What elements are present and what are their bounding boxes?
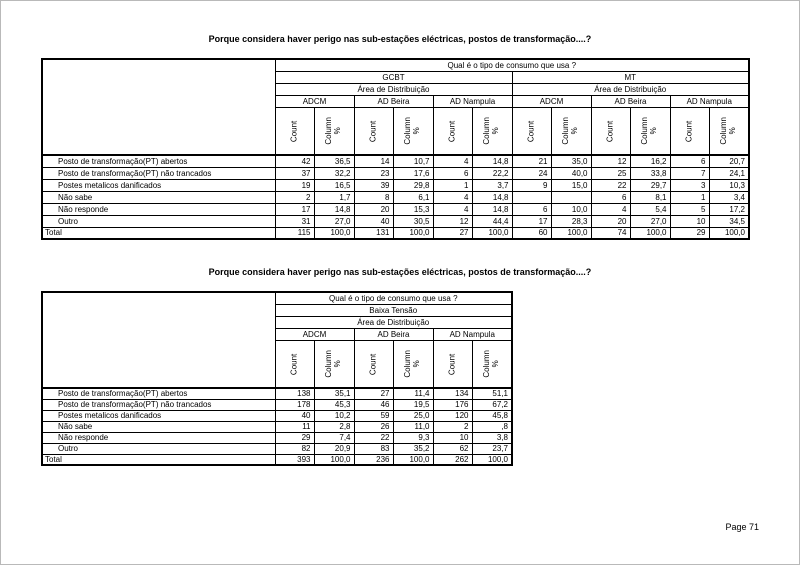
data-cell: 17: [512, 215, 551, 227]
data-cell: 3,7: [472, 179, 512, 191]
measure-label: Count: [447, 353, 457, 375]
crosstab-baixa-tensao: [41, 291, 513, 466]
data-cell: 6: [591, 191, 630, 203]
row-label: Não responde: [42, 203, 275, 215]
stub-corner-cell: [42, 292, 275, 388]
table-row: [42, 432, 512, 443]
measure-label: Count: [368, 120, 378, 142]
data-cell: 10,2: [314, 410, 354, 421]
data-cell: 37: [275, 167, 314, 179]
data-cell: ,8: [472, 421, 512, 432]
data-cell: 24: [512, 167, 551, 179]
row-label: Posto de transformação(PT) abertos: [42, 155, 275, 167]
data-cell: [551, 191, 591, 203]
data-cell: 14,8: [314, 203, 354, 215]
table-row: [42, 421, 512, 432]
data-cell: 6: [670, 155, 709, 167]
page-number: Page 71: [725, 522, 759, 532]
area-header: AD Nampula: [670, 95, 749, 107]
measure-header: [393, 107, 433, 155]
measure-label: Column %: [403, 116, 421, 145]
data-cell: 4: [591, 203, 630, 215]
data-cell: 10: [670, 215, 709, 227]
data-cell: 20,7: [709, 155, 749, 167]
data-cell: 51,1: [472, 388, 512, 399]
data-cell: 29,8: [393, 179, 433, 191]
data-cell: 33,8: [630, 167, 670, 179]
measure-label: Count: [289, 120, 299, 142]
measure-label: Count: [289, 353, 299, 375]
measure-header: [354, 107, 393, 155]
data-cell: 25: [591, 167, 630, 179]
data-cell: 6: [433, 167, 472, 179]
table-row: [42, 179, 749, 191]
data-cell: 11,4: [393, 388, 433, 399]
row-label: Posto de transformação(PT) abertos: [42, 388, 275, 399]
table-row: [42, 155, 749, 167]
area-header: AD Beira: [591, 95, 670, 107]
data-cell: 39: [354, 179, 393, 191]
measure-header: [709, 107, 749, 155]
data-cell: 22: [591, 179, 630, 191]
measure-header: [670, 107, 709, 155]
area-header: ADCM: [512, 95, 591, 107]
data-cell: 46: [354, 399, 393, 410]
measure-label: Column %: [640, 116, 658, 145]
row-label: Postes metalicos danificados: [42, 179, 275, 191]
data-cell: 26: [354, 421, 393, 432]
area-header: AD Nampula: [433, 328, 512, 340]
data-cell: 4: [433, 203, 472, 215]
data-cell: 35,2: [393, 443, 433, 454]
data-cell: 120: [433, 410, 472, 421]
data-cell: 4: [433, 155, 472, 167]
data-cell: 20: [354, 203, 393, 215]
measure-label: Column %: [481, 349, 500, 378]
data-cell: 16,2: [630, 155, 670, 167]
area-label-header: Área de Distribuição: [275, 83, 512, 95]
data-cell: 10,0: [551, 203, 591, 215]
row-label: Não sabe: [42, 421, 275, 432]
data-cell: 28,3: [551, 215, 591, 227]
row-label: Outro: [42, 443, 275, 454]
table-1-title: Porque considera haver perigo nas sub-estações eléctricas, postos de transformação....?: [208, 34, 592, 44]
data-cell: 1,7: [314, 191, 354, 203]
data-cell: 23,7: [472, 443, 512, 454]
data-cell: 25,0: [393, 410, 433, 421]
table-row: [42, 388, 512, 399]
data-cell: 9: [512, 179, 551, 191]
row-label: Posto de transformação(PT) não trancados: [42, 399, 275, 410]
measure-header: [393, 340, 433, 388]
table-row: [42, 191, 749, 203]
data-cell: 4: [433, 191, 472, 203]
data-cell: 74: [591, 227, 630, 239]
data-cell: 236: [354, 454, 393, 465]
measure-label: Column %: [403, 349, 421, 378]
question-header: Qual é o tipo de consumo que usa ?: [275, 59, 749, 71]
measure-label: Count: [368, 353, 378, 375]
measure-header: [275, 340, 314, 388]
data-cell: 100,0: [314, 454, 354, 465]
measure-header: [433, 107, 472, 155]
data-cell: 100,0: [551, 227, 591, 239]
data-cell: 30,5: [393, 215, 433, 227]
data-cell: 23: [354, 167, 393, 179]
group-header: MT: [512, 71, 749, 83]
crosstab-table: [41, 58, 750, 240]
total-row: [42, 227, 749, 239]
data-cell: 100,0: [314, 227, 354, 239]
data-cell: 22: [354, 432, 393, 443]
data-cell: 6: [512, 203, 551, 215]
data-cell: 44,4: [472, 215, 512, 227]
measure-header: [472, 107, 512, 155]
data-cell: 8,1: [630, 191, 670, 203]
data-cell: 7,4: [314, 432, 354, 443]
data-cell: 1: [433, 179, 472, 191]
measure-label: Column %: [324, 116, 342, 145]
data-cell: 40: [354, 215, 393, 227]
row-label: Não responde: [42, 432, 275, 443]
data-cell: 14: [354, 155, 393, 167]
crosstab-gcbt-mt: [41, 58, 750, 240]
measure-header: [314, 107, 354, 155]
data-cell: 19,5: [393, 399, 433, 410]
data-cell: 10,3: [709, 179, 749, 191]
data-cell: 8: [354, 191, 393, 203]
data-cell: [512, 191, 551, 203]
row-label: Total: [42, 227, 275, 239]
data-cell: 138: [275, 388, 314, 399]
measure-header: [354, 340, 393, 388]
data-cell: 16,5: [314, 179, 354, 191]
measure-header: [591, 107, 630, 155]
area-header: AD Nampula: [433, 95, 512, 107]
data-cell: 83: [354, 443, 393, 454]
data-cell: 262: [433, 454, 472, 465]
measure-label: Column %: [482, 116, 500, 145]
area-header: ADCM: [275, 95, 354, 107]
data-cell: 12: [591, 155, 630, 167]
group-header: Baixa Tensão: [275, 304, 512, 316]
table-row: [42, 410, 512, 421]
measure-label: Column %: [324, 349, 342, 378]
data-cell: 21: [512, 155, 551, 167]
data-cell: 15,3: [393, 203, 433, 215]
measure-label: Count: [526, 120, 536, 142]
data-cell: 100,0: [709, 227, 749, 239]
data-cell: 6,1: [393, 191, 433, 203]
data-cell: 45,8: [472, 410, 512, 421]
data-cell: 9,3: [393, 432, 433, 443]
data-cell: 5: [670, 203, 709, 215]
table-row: [42, 399, 512, 410]
group-header: GCBT: [275, 71, 512, 83]
header-row-question: [42, 59, 749, 71]
data-cell: 2,8: [314, 421, 354, 432]
data-cell: 100,0: [630, 227, 670, 239]
measure-header: [275, 107, 314, 155]
data-cell: 5,4: [630, 203, 670, 215]
measure-label: Column %: [561, 116, 579, 145]
data-cell: 20,9: [314, 443, 354, 454]
measure-label: Column %: [718, 116, 737, 145]
data-cell: 14,8: [472, 203, 512, 215]
data-cell: 17,6: [393, 167, 433, 179]
measure-header: [630, 107, 670, 155]
data-cell: 27,0: [314, 215, 354, 227]
data-cell: 3,8: [472, 432, 512, 443]
measure-header: [512, 107, 551, 155]
header-row-question: [42, 292, 512, 304]
data-cell: 22,2: [472, 167, 512, 179]
data-cell: 19: [275, 179, 314, 191]
measure-header: [433, 340, 472, 388]
data-cell: 67,2: [472, 399, 512, 410]
data-cell: 100,0: [472, 454, 512, 465]
data-cell: 14,8: [472, 155, 512, 167]
data-cell: 7: [670, 167, 709, 179]
row-label: Outro: [42, 215, 275, 227]
area-label-header: Área de Distribuição: [512, 83, 749, 95]
question-header: Qual é o tipo de consumo que usa ?: [275, 292, 512, 304]
data-cell: 29: [275, 432, 314, 443]
table-row: [42, 215, 749, 227]
total-row: [42, 454, 512, 465]
data-cell: 17,2: [709, 203, 749, 215]
data-cell: 42: [275, 155, 314, 167]
data-cell: 32,2: [314, 167, 354, 179]
crosstab-table: [41, 291, 513, 466]
data-cell: 10,7: [393, 155, 433, 167]
measure-header: [472, 340, 512, 388]
data-cell: 40,0: [551, 167, 591, 179]
data-cell: 3,4: [709, 191, 749, 203]
data-cell: 115: [275, 227, 314, 239]
data-cell: 11,0: [393, 421, 433, 432]
measure-header: [314, 340, 354, 388]
data-cell: 29: [670, 227, 709, 239]
area-header: AD Beira: [354, 95, 433, 107]
table-row: [42, 443, 512, 454]
row-label: Posto de transformação(PT) não trancados: [42, 167, 275, 179]
data-cell: 45,3: [314, 399, 354, 410]
data-cell: 2: [275, 191, 314, 203]
data-cell: 62: [433, 443, 472, 454]
data-cell: 31: [275, 215, 314, 227]
data-cell: 176: [433, 399, 472, 410]
data-cell: 29,7: [630, 179, 670, 191]
data-cell: 34,5: [709, 215, 749, 227]
area-header: ADCM: [275, 328, 354, 340]
table-row: [42, 167, 749, 179]
data-cell: 40: [275, 410, 314, 421]
stub-corner-cell: [42, 59, 275, 155]
data-cell: 12: [433, 215, 472, 227]
data-cell: 2: [433, 421, 472, 432]
data-cell: 24,1: [709, 167, 749, 179]
data-cell: 36,5: [314, 155, 354, 167]
data-cell: 10: [433, 432, 472, 443]
data-cell: 100,0: [393, 454, 433, 465]
data-cell: 27: [433, 227, 472, 239]
row-label: Postes metalicos danificados: [42, 410, 275, 421]
data-cell: 27,0: [630, 215, 670, 227]
measure-label: Count: [684, 120, 694, 142]
data-cell: 11: [275, 421, 314, 432]
data-cell: 1: [670, 191, 709, 203]
data-cell: 27: [354, 388, 393, 399]
data-cell: 100,0: [472, 227, 512, 239]
data-cell: 59: [354, 410, 393, 421]
data-cell: 100,0: [393, 227, 433, 239]
measure-label: Count: [447, 120, 457, 142]
data-cell: 60: [512, 227, 551, 239]
data-cell: 20: [591, 215, 630, 227]
measure-label: Count: [605, 120, 615, 142]
area-header: AD Beira: [354, 328, 433, 340]
data-cell: 131: [354, 227, 393, 239]
table-row: [42, 203, 749, 215]
data-cell: 15,0: [551, 179, 591, 191]
row-label: Total: [42, 454, 275, 465]
data-cell: 3: [670, 179, 709, 191]
data-cell: 35,0: [551, 155, 591, 167]
data-cell: 134: [433, 388, 472, 399]
data-cell: 14,8: [472, 191, 512, 203]
data-cell: 82: [275, 443, 314, 454]
data-cell: 35,1: [314, 388, 354, 399]
measure-header: [551, 107, 591, 155]
area-label-header: Área de Distribuição: [275, 316, 512, 328]
table-2-title: Porque considera haver perigo nas sub-estações eléctricas, postos de transformação....?: [208, 267, 592, 277]
data-cell: 393: [275, 454, 314, 465]
row-label: Não sabe: [42, 191, 275, 203]
data-cell: 17: [275, 203, 314, 215]
data-cell: 178: [275, 399, 314, 410]
